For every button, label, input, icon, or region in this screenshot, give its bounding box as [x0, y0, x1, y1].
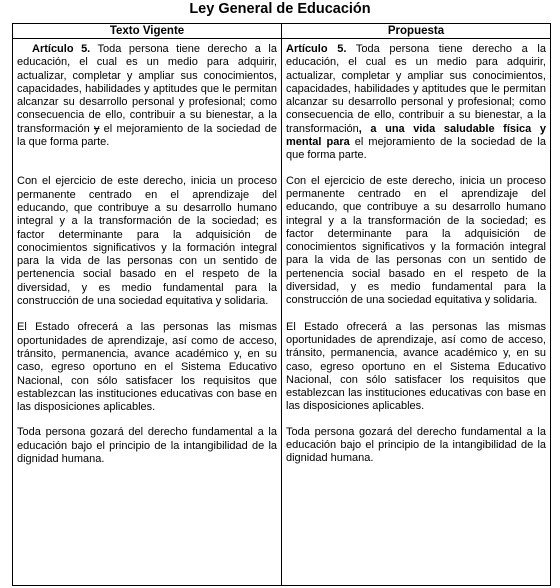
header-current-text: Texto Vigente [13, 24, 282, 39]
document-title: Ley General de Educación [189, 1, 371, 17]
added-text: , a una vida saludable física y mental para [286, 122, 546, 149]
article-5-paragraph-3: El Estado ofrecerá a las personas las mismas oportunidades de aprendizaje, así como de acceso, tránsito, permanencia, avance académico y, en su caso, egreso oportuno en el Sistema Educativo Nacional, con sólo satisfacer los requisitos que establezcan las instituciones educativas con base en las disposiciones aplicables. [286, 320, 546, 413]
article-5-paragraph-2: Con el ejercicio de este derecho, inicia un proceso permanente centrado en el aprendizaje del educando, que contribuye a su desarrollo humano integral y a la transformación de la sociedad; es factor determinante para la adquisición de conocimientos significativos y la formación integral para la vida de las personas con un sentido de pertenencia social basado en el respeto de la diversidad, y es medio fundamental para la construcción de una sociedad equitativa y solidaria. [286, 174, 546, 307]
header-proposal: Propuesta [282, 24, 551, 39]
article-5-paragraph-3: El Estado ofrecerá a las personas las mismas oportunidades de aprendizaje, así como de acceso, tránsito, permanencia, avance académico y, en su caso, egreso oportuno en el Sistema Educativo Nacional, con sólo satisfacer los requisitos que establezcan las instituciones educativas con base en las disposiciones aplicables. [17, 321, 277, 414]
paragraph-text: Toda persona tiene derecho a la educación, el cual es un medio para adquirir, actualizar, completar y ampliar sus conocimientos, capacidades, habilidades y aptitudes que le permitan alcanzar su desarrollo personal y profesional; como consecuencia de ello, contribuir a su bienestar, a la transformación [286, 43, 546, 135]
article-5-paragraph-1 [17, 43, 277, 149]
article-5-paragraph-2: Con el ejercicio de este derecho, inicia un proceso permanente centrado en el aprendizaje del educando, que contribuye a su desarrollo humano integral y a la transformación de la sociedad; es factor determinante para la adquisición de conocimientos significativos y la formación integral para la vida de las personas con un sentido de pertenencia social basado en el respeto de la diversidad, y es medio fundamental para la construcción de una sociedad equitativa y solidaria. [17, 175, 277, 308]
article-5-paragraph-4: Toda persona gozará del derecho fundamental a la educación bajo el principio de la intangibilidad de la dignidad humana. [17, 426, 277, 466]
article-5-paragraph-1 [286, 43, 546, 163]
paragraph-text: el mejoramiento de la sociedad de la que forma parte. [286, 136, 546, 162]
table-row [13, 39, 551, 586]
paragraph-text: el mejoramiento de la sociedad de la que forma parte. [17, 122, 277, 149]
table-header-row [13, 24, 551, 39]
current-text-cell [13, 39, 282, 586]
article-5-paragraph-4: Toda persona gozará del derecho fundamental a la educación bajo el principio de la intangibilidad de la dignidad humana. [286, 425, 546, 465]
paragraph-text: Toda persona tiene derecho a la educación, el cual es un medio para adquirir, actualizar, completar y ampliar sus conocimientos, capacidades, habilidades y aptitudes que le permitan alcanzar su desarrollo personal y profesional; como consecuencia de ello, contribuir a su bienestar, a la transformación [17, 43, 277, 135]
struck-word: y [93, 122, 100, 135]
proposal-cell [282, 39, 551, 586]
article-label: Artículo 5. [32, 43, 91, 55]
comparison-table [12, 23, 551, 586]
article-label: Artículo 5. [286, 43, 347, 55]
